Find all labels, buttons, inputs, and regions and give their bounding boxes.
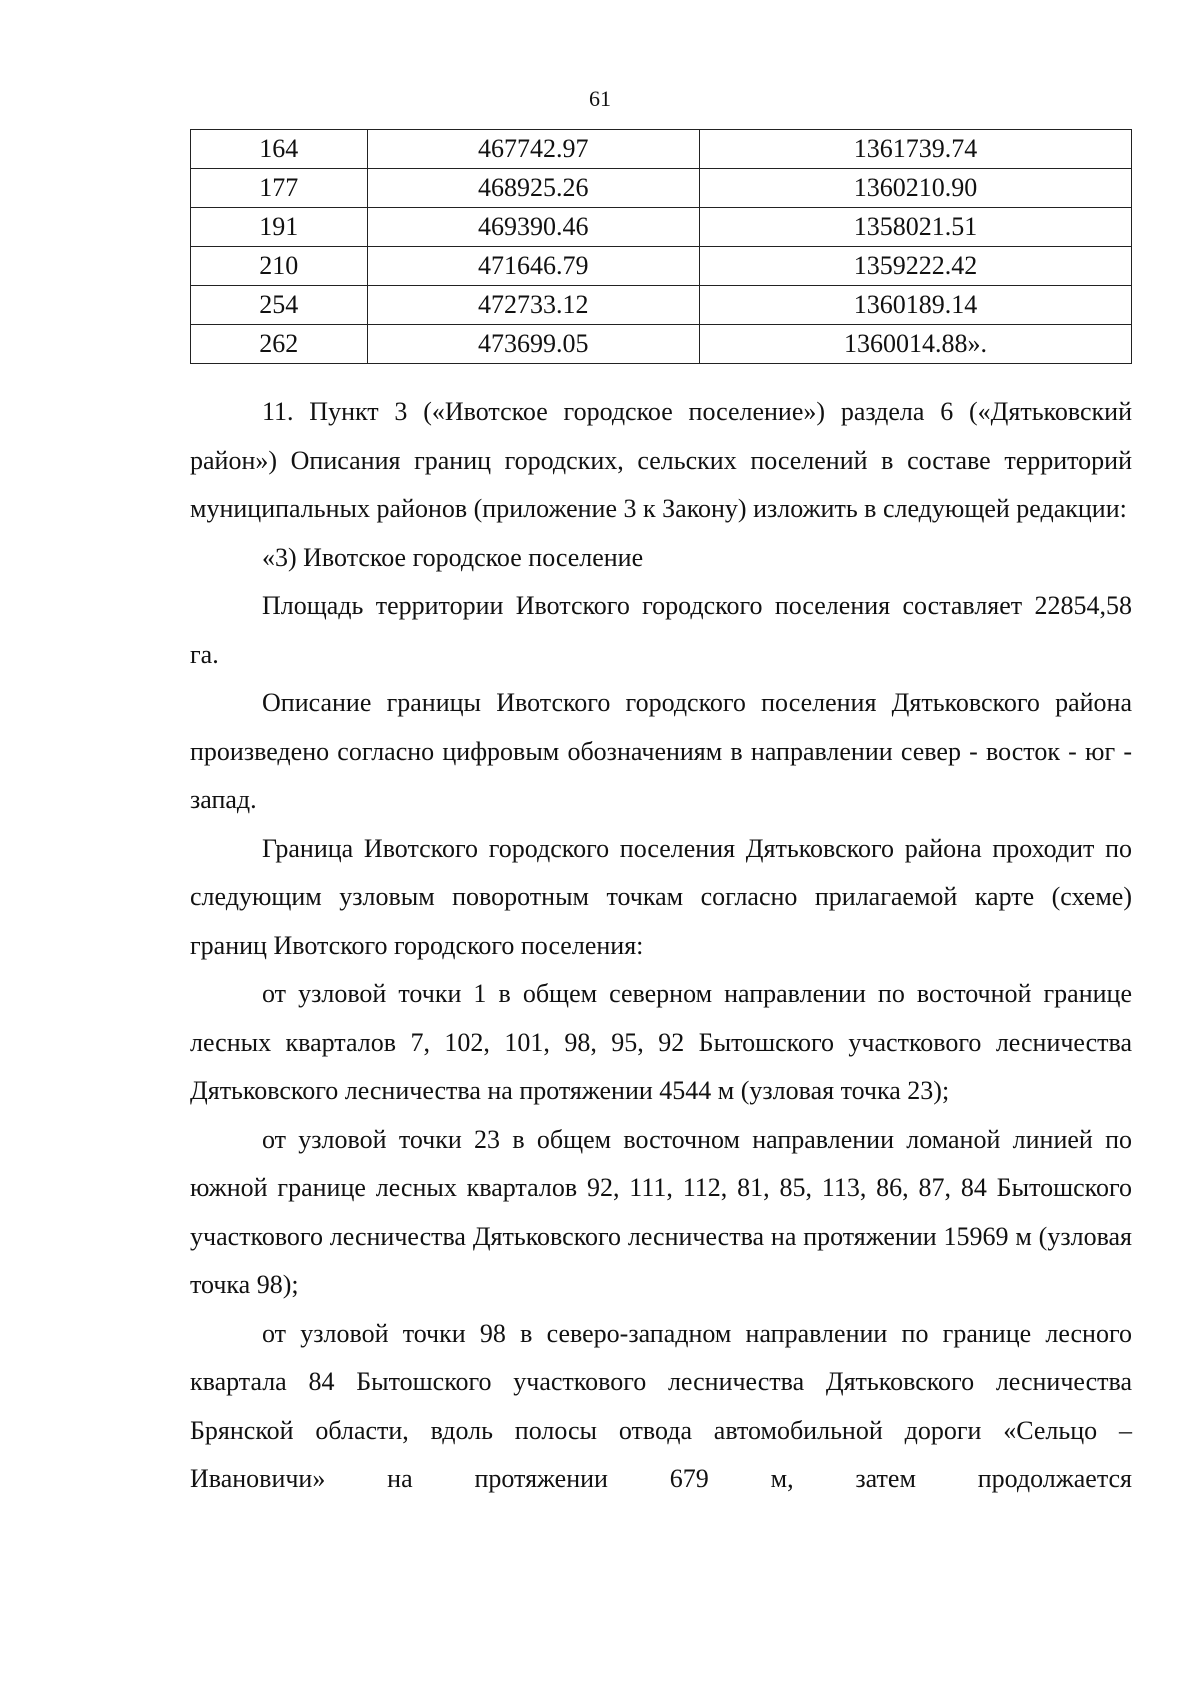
table-row xyxy=(191,286,1132,325)
point-number-cell: 254 xyxy=(191,286,368,325)
boundary-paragraph: Граница Ивотского городского поселения Дятьковского района проходит по следующим узловым поворотным точкам согласно прилагаемой карте (схеме) границ Ивотского городского поселения: xyxy=(190,833,1132,960)
boundary-segment-paragraph: от узловой точки 1 в общем северном направлении по восточной границе лесных кварталов 7, 102, 101, 98, 95, 92 Бытошского участкового лесничества Дятьковского лесничества на протяжении 4544 м (узловая точка 23); xyxy=(190,979,1132,1105)
point-number-cell: 164 xyxy=(191,130,368,169)
x-coordinate-cell: 467742.97 xyxy=(367,130,699,169)
y-coordinate-cell: 1359222.42 xyxy=(699,247,1131,286)
y-coordinate-cell: 1360210.90 xyxy=(699,169,1131,208)
document-body xyxy=(190,388,1132,1504)
point-number-cell: 191 xyxy=(191,208,368,247)
point-number-cell: 210 xyxy=(191,247,368,286)
amendment-paragraph: 11. Пункт 3 («Ивотское городское поселение») раздела 6 («Дятьковский район») Описания границ городских, сельских поселений в составе территорий муниципальных районов (приложение 3 к Закону) изложить в следующей редакции: xyxy=(190,397,1132,523)
x-coordinate-cell: 473699.05 xyxy=(367,325,699,364)
x-coordinate-cell: 471646.79 xyxy=(367,247,699,286)
area-paragraph: Площадь территории Ивотского городского поселения составляет 22854,58 га. xyxy=(190,591,1132,669)
x-coordinate-cell: 468925.26 xyxy=(367,169,699,208)
y-coordinate-cell: 1358021.51 xyxy=(699,208,1131,247)
point-number-cell: 177 xyxy=(191,169,368,208)
coordinates-table xyxy=(190,129,1132,364)
page-number: 61 xyxy=(589,86,611,111)
description-paragraph: Описание границы Ивотского городского поселения Дятьковского района произведено согласно цифровым обозначениям в направлении север - восток - юг - запад. xyxy=(190,688,1132,814)
table-row xyxy=(191,325,1132,364)
section-heading: «3) Ивотское городское поселение xyxy=(262,542,644,572)
x-coordinate-cell: 469390.46 xyxy=(367,208,699,247)
y-coordinate-cell: 1360189.14 xyxy=(699,286,1131,325)
table-row xyxy=(191,130,1132,169)
boundary-segment-paragraph: от узловой точки 23 в общем восточном направлении ломаной линией по южной границе лесных кварталов 92, 111, 112, 81, 85, 113, 86, 87, 84 Бытошского участкового лесничества Дятьковского лесничества на протяжении 15969 м (узловая точка 98); xyxy=(190,1124,1132,1299)
y-coordinate-cell: 1361739.74 xyxy=(699,130,1131,169)
table-row xyxy=(191,247,1132,286)
boundary-segment-paragraph: от узловой точки 98 в северо-западном направлении по границе лесного квартала 84 Бытошского участкового лесничества Дятьковского лесничества Брянской области, вдоль полосы отвода автомобильной дороги «Сельцо – Ивановичи» на протяжении 679 м, затем продолжается xyxy=(190,1318,1132,1493)
table-row xyxy=(191,208,1132,247)
y-coordinate-cell: 1360014.88». xyxy=(699,325,1131,364)
x-coordinate-cell: 472733.12 xyxy=(367,286,699,325)
point-number-cell: 262 xyxy=(191,325,368,364)
table-row xyxy=(191,169,1132,208)
